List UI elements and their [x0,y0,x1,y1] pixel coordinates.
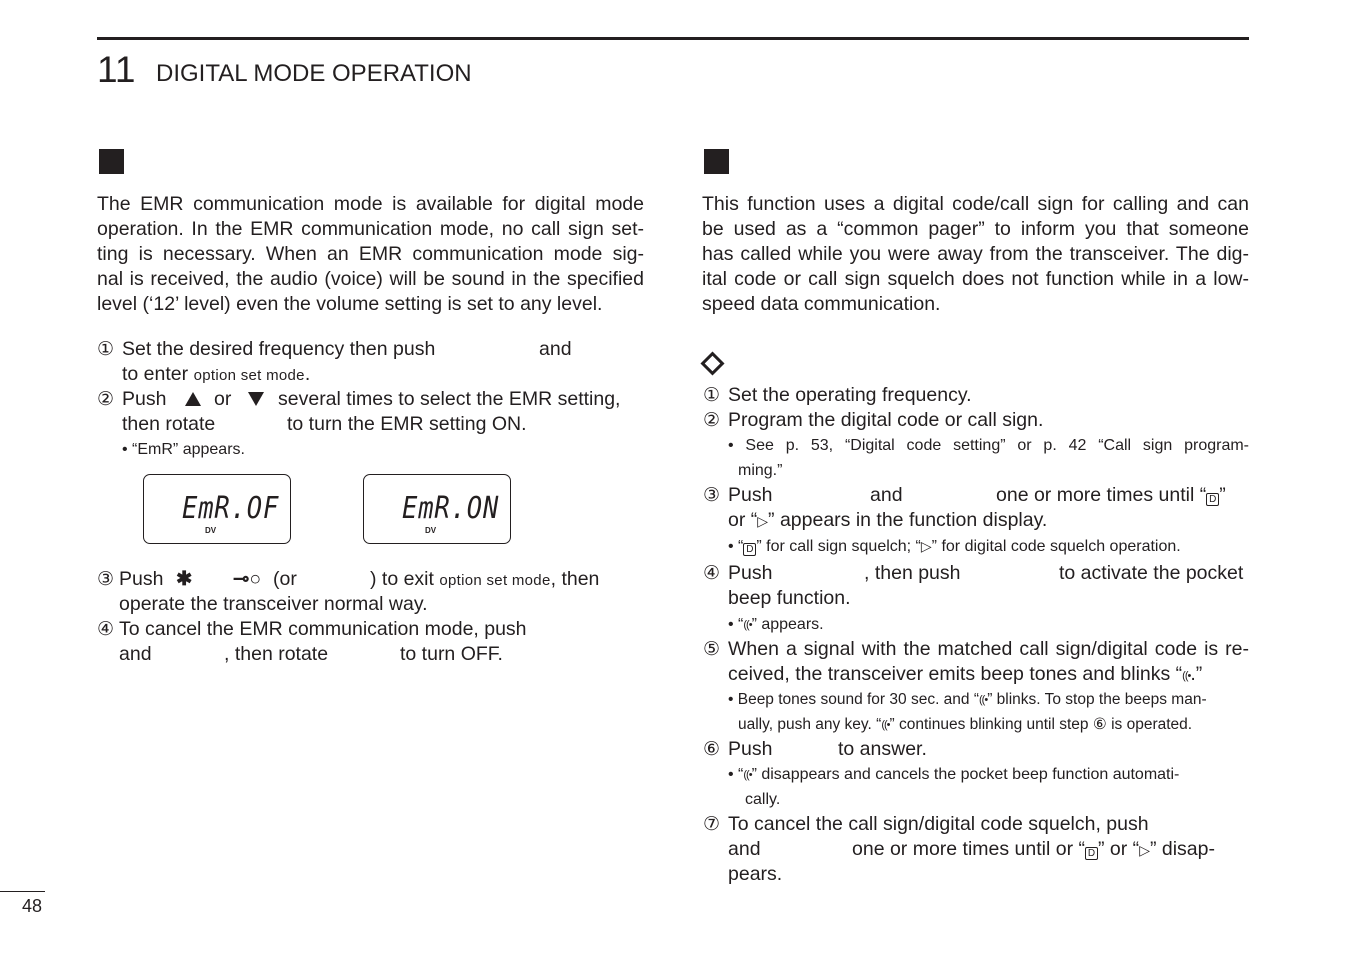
right-step2-note2: ming.” [738,462,783,479]
right-step5-note1: • Beep tones sound for 30 sec. and “((•” blinks. To stop the beeps man- [728,687,1207,713]
left-step1-line1: Set the desired frequency then push [122,338,436,360]
page-number: 48 [22,896,43,916]
left-step2-note: • “EmR” appears. [122,441,245,458]
right-step6-note1: • “((•” disappears and cancels the pocket beep function automati- [728,762,1179,788]
pocket-beep-icon: ((• [979,694,988,706]
lcd-readout: EmR.OF [182,491,280,526]
right-step3-note: • “ D ” for call sign squelch; “▷” for digital code squelch operation. [728,534,1181,559]
d-squelch-icon: D [1085,847,1098,860]
left-step3-exit: ) to exit option set mode, then [370,568,600,590]
right-step7-line1: To cancel the call sign/digital code squelch, push [728,813,1149,835]
subsection-diamond-icon [700,351,724,375]
flag-squelch-icon: ▷ [1139,842,1150,858]
pocket-beep-icon: ((• [881,719,890,731]
chapter-title: DIGITAL MODE OPERATION [156,60,472,87]
left-step4-line1: To cancel the EMR communication mode, push [119,618,527,640]
dv-indicator: DV [425,526,437,535]
left-step3-line2: operate the transceiver normal way. [119,593,428,615]
right-step6-answer: to answer. [838,738,927,760]
right-step4-push: Push [728,562,773,584]
down-arrow-icon [248,387,264,412]
left-step4-turn-off: to turn OFF. [400,643,503,665]
step-number-2: ② [703,410,721,431]
step-number-4: ④ [703,563,721,584]
lcd-display-emr-on [363,474,511,544]
pocket-beep-icon: ((• [743,619,752,631]
right-step7-and: and [728,838,761,860]
right-step4-then: , then push [864,562,961,584]
left-step2-rest: several times to select the EMR setting, [278,388,621,410]
chapter-number: 11 [97,49,136,90]
step-number-4: ④ [97,619,115,640]
up-arrow-icon [185,387,201,412]
left-step2-turn-on: to turn the EMR setting ON. [287,413,527,435]
dv-indicator: DV [205,526,217,535]
emr-intro: The EMR communication mode is available for digital mode operation. In the EMR communication mode, no call sign set- ting is necessary. When an EMR communication mode sig- nal is received, the audio (voice) will be sound in the specified level (‘12’ level) even the volume setting is set to any level. [97,193,644,315]
right-step3-line2: or “▷” appears in the function display. [728,508,1047,534]
left-step4-rotate: , then rotate [224,643,329,665]
section-marker-emr [99,149,124,174]
section-marker-pocket-beep [704,149,729,174]
pocket-beep-intro: This function uses a digital code/call sign for calling and can be used as a “common pager” to inform you that someone has called while you were away from the transceiver. The dig- ital code or call sign squelch does not function while in a low- speed data communication. [702,193,1249,315]
right-step4-note: • “((•” appears. [728,612,824,638]
right-step4-activate: to activate the pocket [1059,562,1244,584]
step-number-1: ① [97,339,115,360]
flag-squelch-icon: ▷ [757,513,769,529]
right-step4-line2: beep function. [728,587,851,609]
right-step2-note1: • See p. 53, “Digital code setting” or p. 42 “Call sign program- [728,437,1249,454]
step-number-6: ⑥ [703,739,721,760]
asterisk-key-icon: ✱ [176,568,193,590]
right-step2: Program the digital code or call sign. [728,409,1044,431]
right-step3-and: and [870,484,903,506]
right-step5-note2: ually, push any key. “((•” continues blinking until step ⑥ is operated. [738,712,1192,738]
right-step6-push: Push [728,738,773,760]
key-lock-icon: ⊸○ [233,568,262,590]
left-step2-or: or [214,388,232,410]
flag-squelch-icon: ▷ [920,538,932,554]
right-step3-push: Push [728,484,773,506]
right-step5-line1: When a signal with the matched call sign/digital code is re- [728,638,1249,660]
left-step3-or: (or [273,568,297,590]
page-number-rule [0,891,45,916]
step-number-3: ③ [97,569,115,590]
left-step4-and: and [119,643,152,665]
right-step3-until: one or more times until “ D ” [996,484,1226,506]
right-step6-note2: cally. [745,791,781,808]
step-number-1: ① [703,385,721,406]
header-rule [97,37,1249,40]
left-step3-push: Push [119,568,164,590]
d-squelch-icon: D [743,543,756,556]
step-number-5: ⑤ [703,639,721,660]
lcd-readout: EmR.ON [402,491,500,526]
step-number-3: ③ [703,485,721,506]
pocket-beep-icon: ((• [743,769,752,781]
d-squelch-icon: D [1206,493,1219,506]
right-step5-line2: ceived, the transceiver emits beep tones and blinks “((•.” [728,662,1202,689]
right-step1: Set the operating frequency. [728,384,972,406]
step-number-7: ⑦ [703,814,721,835]
pocket-beep-icon: ((• [1182,670,1191,682]
step-number-2: ② [97,389,115,410]
right-step7-line3: pears. [728,863,783,885]
left-step2-rotate: then rotate [122,413,216,435]
right-step7-until: one or more times until or “ D ” or “▷” disap- [852,837,1215,863]
lcd-display-emr-off [143,474,291,544]
left-step1-line2: to enter option set mode. [122,363,311,385]
left-step1-and: and [539,338,572,360]
left-step2-push: Push [122,388,167,410]
